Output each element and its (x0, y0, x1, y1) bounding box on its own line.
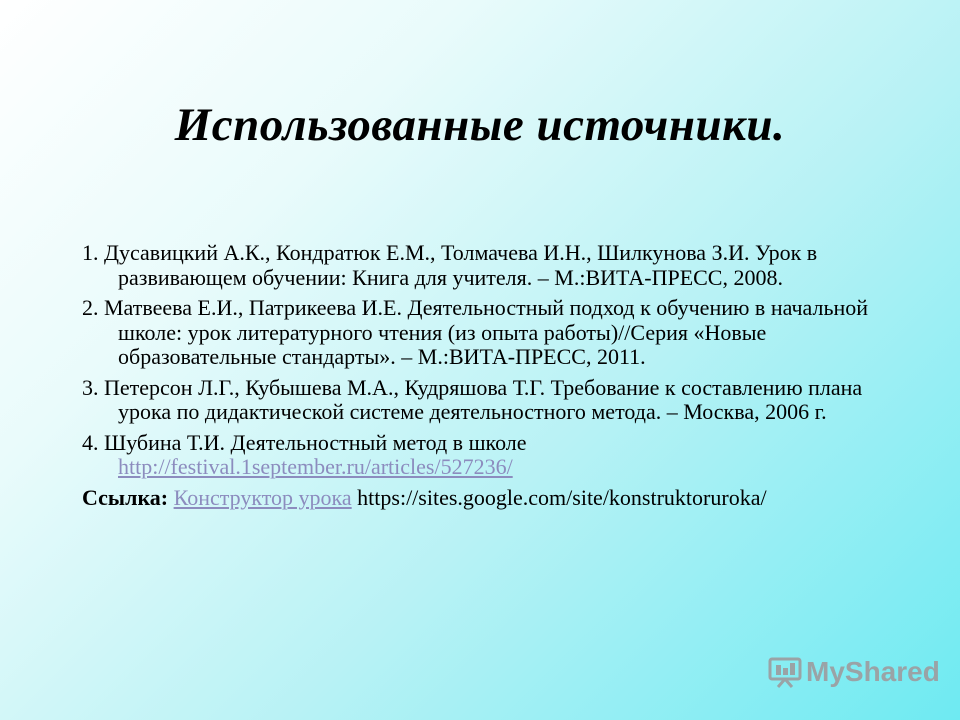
source-2-text: 2. Матвеева Е.И., Патрикеева И.Е. Деятельностный подход к обучению в начальной школе: урок литературного чтения (из опыта работы)//Серия «Новые образовательные стандарты». – М.:ВИТА-ПРЕСС, 2011. (82, 295, 869, 369)
watermark-logo (768, 654, 940, 690)
presentation-board-icon (768, 656, 802, 688)
reference-link[interactable]: Конструктор урока (173, 484, 352, 510)
source-1-text: 1. Дусавицкий А.К., Кондратюк Е.М., Толмачева И.Н., Шилкунова З.И. Урок в развивающем обучении: Книга для учителя. – М.:ВИТА-ПРЕСС, 2008. (82, 240, 818, 290)
source-item-1 (82, 241, 882, 290)
source-3-text: 3. Петерсон Л.Г., Кубышева М.А., Кудряшова Т.Г. Требование к составлению плана урока по дидактической системе деятельностного метода. – Москва, 2006 г. (82, 374, 863, 424)
reference-item (82, 486, 882, 511)
source-item-2 (82, 296, 882, 370)
page-title: Использованные источники. (174, 99, 786, 151)
reference-label: Ссылка: (82, 484, 169, 510)
source-item-4 (82, 431, 882, 480)
reference-url: https://sites.google.com/site/konstruktoruroka/ (357, 484, 767, 510)
source-4-text: 4. Шубина Т.И. Деятельностный метод в школе (82, 429, 527, 455)
watermark-brand: MyShared (806, 656, 940, 687)
source-item-3 (82, 376, 882, 425)
sources-list (82, 241, 882, 516)
source-4-link[interactable]: http://festival.1september.ru/articles/527236/ (118, 454, 513, 479)
